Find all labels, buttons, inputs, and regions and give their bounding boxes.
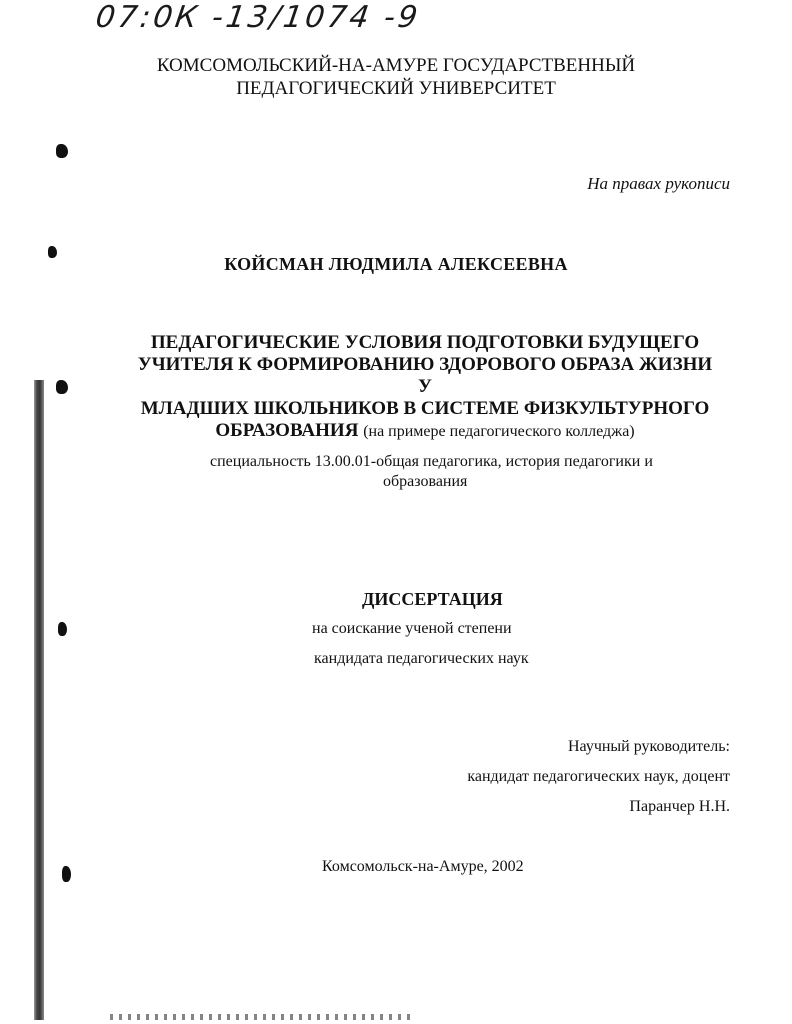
degree-line-1: на соискание ученой степени — [312, 620, 512, 637]
supervisor-degree: кандидат педагогических наук, доцент — [467, 768, 730, 785]
title-note: (на примере педагогического колледжа) — [363, 423, 635, 440]
scan-bottom-noise — [110, 1014, 410, 1020]
scan-hole-mark — [56, 380, 68, 394]
title-line-1: ПЕДАГОГИЧЕСКИЕ УСЛОВИЯ ПОДГОТОВКИ БУДУЩЕГО — [150, 332, 700, 353]
scan-hole-mark — [58, 622, 67, 636]
university-name — [0, 54, 792, 100]
title-line-2: УЧИТЕЛЯ К ФОРМИРОВАНИЮ ЗДОРОВОГО ОБРАЗА ЖИЗНИ У — [137, 354, 713, 397]
degree-line-2: кандидата педагогических наук — [314, 650, 529, 667]
university-line-2: ПЕДАГОГИЧЕСКИЙ УНИВЕРСИТЕТ — [236, 78, 556, 99]
specialty-text — [210, 452, 710, 492]
supervisor-name: Паранчер Н.Н. — [629, 798, 730, 815]
title-line-4 — [130, 420, 720, 443]
scan-binding-shadow — [34, 380, 44, 1020]
specialty-line-2: образования — [383, 473, 468, 490]
title-line-4-bold: ОБРАЗОВАНИЯ — [215, 420, 359, 441]
title-line-3: МЛАДШИХ ШКОЛЬНИКОВ В СИСТЕМЕ ФИЗКУЛЬТУРНОГО — [140, 398, 710, 419]
dissertation-title — [130, 332, 720, 443]
dissertation-label: ДИССЕРТАЦИЯ — [362, 589, 503, 609]
specialty-line-1: специальность 13.00.01-общая педагогика, история педагогики и — [210, 453, 653, 470]
supervisor-label: Научный руководитель: — [567, 738, 730, 755]
university-line-1: КОМСОМОЛЬСКИЙ-НА-АМУРЕ ГОСУДАРСТВЕННЫЙ — [156, 55, 636, 76]
scan-hole-mark — [56, 144, 68, 158]
author-name: КОЙСМАН ЛЮДМИЛА АЛЕКСЕЕВНА — [224, 254, 568, 274]
scan-hole-mark — [62, 866, 71, 882]
city-year: Комсомольск-на-Амуре, 2002 — [322, 858, 524, 875]
handwritten-serial-number: 07:0К -13/1074 -9 — [93, 0, 423, 35]
manuscript-rights-note: На правах рукописи — [587, 174, 730, 193]
scan-hole-mark — [48, 246, 57, 258]
